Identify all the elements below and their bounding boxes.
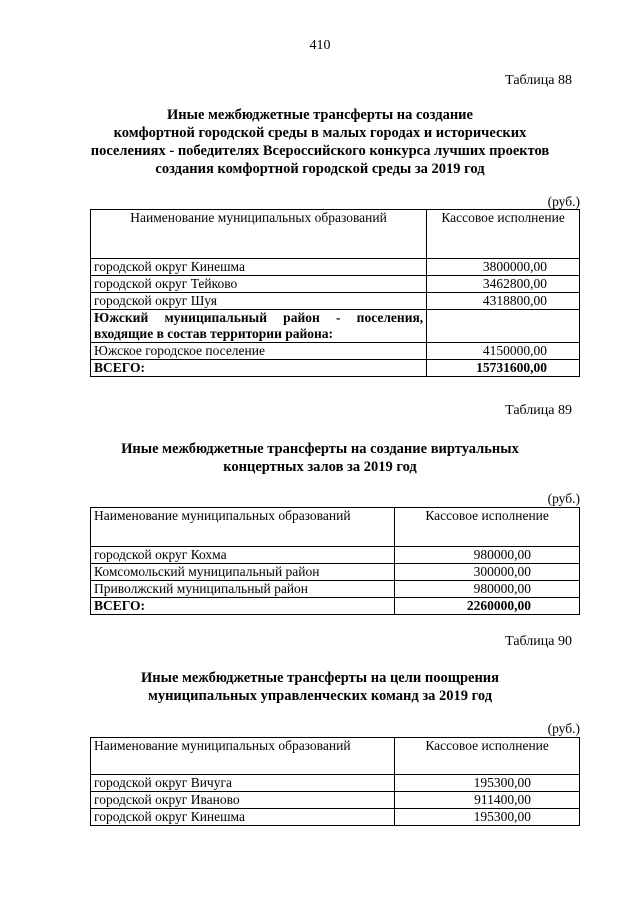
row-amount: 911400,00 [395,792,580,809]
table-row [91,293,580,310]
table-88-unit: (руб.) [547,194,580,209]
row-amount: 195300,00 [395,809,580,826]
table-88-title-line: комфортной городской среды в малых городах и исторических [113,125,527,141]
row-name: ВСЕГО: [91,360,427,377]
row-name: городской округ Тейково [91,276,427,293]
table-header-row [91,738,580,775]
row-amount: 980000,00 [395,581,580,598]
row-amount: 15731600,00 [427,360,580,377]
table-row [91,775,580,792]
row-name: ВСЕГО: [91,598,395,615]
table-header-row [91,210,580,259]
table-89-unit: (руб.) [547,491,580,506]
row-name: Приволжский муниципальный район [91,581,395,598]
table-90-title [60,669,580,705]
row-name: Комсомольский муниципальный район [91,564,395,581]
row-name: городской округ Шуя [91,293,427,310]
row-name: Южское городское поселение [91,343,427,360]
row-name: Южский муниципальный район - поселения, входящие в состав территории района: [91,310,427,343]
table-row [91,792,580,809]
table-90-title-line: муниципальных управленческих команд за 2019 год [147,688,493,704]
table-row [91,259,580,276]
row-amount: 300000,00 [395,564,580,581]
table-row [91,809,580,826]
row-amount: 2260000,00 [395,598,580,615]
table-row [91,581,580,598]
table-total-row [91,360,580,377]
table-90-unit: (руб.) [547,721,580,736]
table-89-title [60,440,580,476]
table-88 [90,209,580,377]
table-89-title-line: Иные межбюджетные трансферты на создание виртуальных [121,441,519,457]
table-89-label: Таблица 89 [505,403,572,418]
row-amount: 4150000,00 [427,343,580,360]
column-header-amount: Кассовое исполнение [395,508,580,547]
row-amount: 3800000,00 [427,259,580,276]
column-header-amount: Кассовое исполнение [395,738,580,775]
table-header-row [91,508,580,547]
row-name: городской округ Вичуга [91,775,395,792]
column-header-name: Наименование муниципальных образований [91,210,427,259]
table-88-title-line: поселениях - победителях Всероссийского конкурса лучших проектов [90,143,550,159]
table-row [91,343,580,360]
row-amount: 195300,00 [395,775,580,792]
table-row [91,564,580,581]
row-name: городской округ Кохма [91,547,395,564]
row-amount [427,310,580,343]
row-name: городской округ Кинешма [91,809,395,826]
table-88-title-line: создания комфортной городской среды за 2019 год [155,161,485,177]
table-89 [90,507,580,615]
column-header-name: Наименование муниципальных образований [91,508,395,547]
table-90-label: Таблица 90 [505,634,572,649]
column-header-name: Наименование муниципальных образований [91,738,395,775]
row-amount: 4318800,00 [427,293,580,310]
row-name: городской округ Иваново [91,792,395,809]
table-90-title-line: Иные межбюджетные трансферты на цели поощрения [140,670,499,686]
table-88-label: Таблица 88 [505,73,572,88]
table-89-title-line: концертных залов за 2019 год [223,459,417,475]
row-amount: 3462800,00 [427,276,580,293]
page-number: 410 [309,38,331,53]
table-88-title-line: Иные межбюджетные трансферты на создание [167,107,473,123]
row-amount: 980000,00 [395,547,580,564]
column-header-amount: Кассовое исполнение [427,210,580,259]
table-total-row [91,598,580,615]
row-name: городской округ Кинешма [91,259,427,276]
table-90 [90,737,580,826]
table-88-title [60,106,580,178]
table-row [91,276,580,293]
table-row-group-heading [91,310,580,343]
table-row [91,547,580,564]
